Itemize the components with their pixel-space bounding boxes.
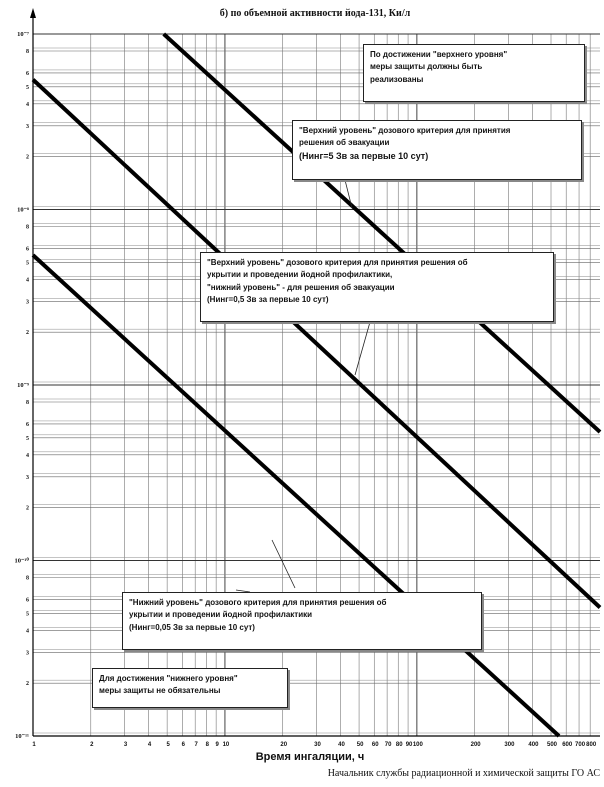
annotation-line: (Нинг=0,5 Зв за первые 10 сут)	[207, 295, 329, 305]
annotation-line: "нижний уровень" - для решения об эвакуации	[207, 282, 395, 292]
y-tick-label: 3	[26, 474, 29, 481]
x-tick-label: 800	[586, 742, 597, 748]
annotation-line: "Нижний уровень" дозового критерия для принятия решения об	[129, 598, 387, 607]
x-tick-label: 600	[562, 742, 573, 748]
x-tick-label: 20	[280, 742, 288, 748]
y-tick-label: 3	[26, 299, 29, 306]
y-tick-label: 3	[26, 123, 29, 130]
x-tick-label: 8	[205, 742, 209, 748]
y-tick-label: 4	[26, 101, 29, 108]
y-tick-label: 4	[26, 452, 29, 459]
x-tick-label: 500	[546, 742, 558, 748]
x-tick-label: 1	[32, 742, 36, 748]
y-tick-label: 10⁻¹⁰	[14, 557, 29, 565]
y-tick-label: 3	[26, 650, 29, 657]
x-tick-label: 300	[504, 742, 515, 748]
annotation-upper-5	[292, 120, 582, 180]
y-tick-label: 10⁻⁸	[17, 206, 29, 214]
x-tick-label: 90	[405, 742, 413, 748]
y-tick-label: 4	[26, 277, 29, 284]
y-tick-label: 8	[26, 400, 29, 407]
y-tick-label: 5	[26, 435, 29, 442]
y-tick-label: 8	[26, 575, 29, 582]
x-tick-label: 70	[384, 742, 392, 748]
y-tick-label: 8	[26, 49, 29, 56]
y-tick-label: 6	[26, 597, 29, 604]
x-tick-label: 700	[575, 742, 586, 748]
x-tick-label: 6	[181, 742, 186, 748]
annotation-lower-005	[122, 592, 482, 650]
y-tick-label: 2	[26, 154, 29, 161]
y-tick-label: 2	[26, 681, 29, 688]
x-tick-label: 50	[356, 742, 364, 748]
annotation-line: Для достижения "нижнего уровня"	[99, 674, 238, 683]
y-tick-label: 4	[26, 628, 29, 635]
annotation-line: решения об эвакуации	[299, 138, 390, 148]
x-axis-label: Время ингаляции, ч	[255, 751, 365, 763]
annotation-line: (Нинг=0,05 Зв за первые 10 сут)	[129, 622, 255, 632]
footer-signature: Начальник службы радиационной и химической защиты ГО АС	[327, 768, 600, 779]
y-tick-label: 6	[26, 421, 29, 428]
x-tick-label: 5	[166, 742, 170, 748]
leader-line	[272, 540, 295, 588]
y-tick-label: 5	[26, 260, 29, 267]
y-axis-arrow	[30, 8, 36, 18]
x-tick-label: 200	[470, 742, 481, 748]
annotation-line: укрытии и проведении йодной профилактики	[129, 610, 313, 620]
y-tick-label: 5	[26, 611, 29, 618]
leader-line	[355, 322, 370, 375]
y-tick-label: 8	[26, 224, 29, 231]
y-tick-label: 6	[26, 246, 29, 253]
annotation-line: (Нинг=5 Зв за первые 10 сут)	[299, 150, 429, 161]
x-tick-label: 400	[528, 742, 539, 748]
annotation-line: реализованы	[370, 74, 424, 84]
annotation-upper-05	[200, 252, 554, 322]
annotation-line: укрытии и проведении йодной профилактики,	[207, 270, 393, 280]
y-tick-label: 5	[26, 84, 29, 91]
x-tick-label: 7	[194, 742, 198, 748]
annotation-line: меры защиты не обязательны	[99, 686, 221, 696]
y-tick-label: 10⁻¹¹	[15, 733, 29, 740]
chart-title: б) по объемной активности йода-131, Ки/л	[219, 8, 411, 19]
annotation-line: "Верхний уровень" дозового критерия для принятия решения об	[207, 258, 468, 267]
annotation-line: По достижении "верхнего уровня"	[370, 50, 508, 59]
x-tick-label: 30	[314, 742, 321, 748]
annotation-bottom-note	[92, 668, 288, 708]
leader-lines	[236, 180, 370, 592]
y-tick-label: 10⁻⁹	[17, 382, 29, 389]
annotation-top-note	[363, 44, 585, 102]
x-tick-label: 10	[222, 742, 230, 748]
x-tick-label: 9	[215, 742, 219, 748]
x-tick-label: 3	[123, 742, 128, 748]
x-tick-label: 4	[147, 742, 152, 748]
x-tick-label: 2	[90, 742, 94, 748]
x-tick-label: 40	[338, 742, 345, 748]
y-tick-label: 2	[26, 505, 29, 512]
y-tick-label: 6	[26, 70, 29, 77]
annotation-line: меры защиты должны быть	[370, 62, 483, 72]
annotation-line: "Верхний уровень" дозового критерия для принятия	[299, 126, 511, 135]
y-tick-label: 2	[26, 330, 29, 337]
x-tick-label: 60	[371, 742, 379, 748]
x-tick-label: 80	[395, 742, 403, 748]
y-tick-label: 10⁻⁷	[17, 31, 29, 38]
x-tick-label: 100	[412, 742, 423, 748]
